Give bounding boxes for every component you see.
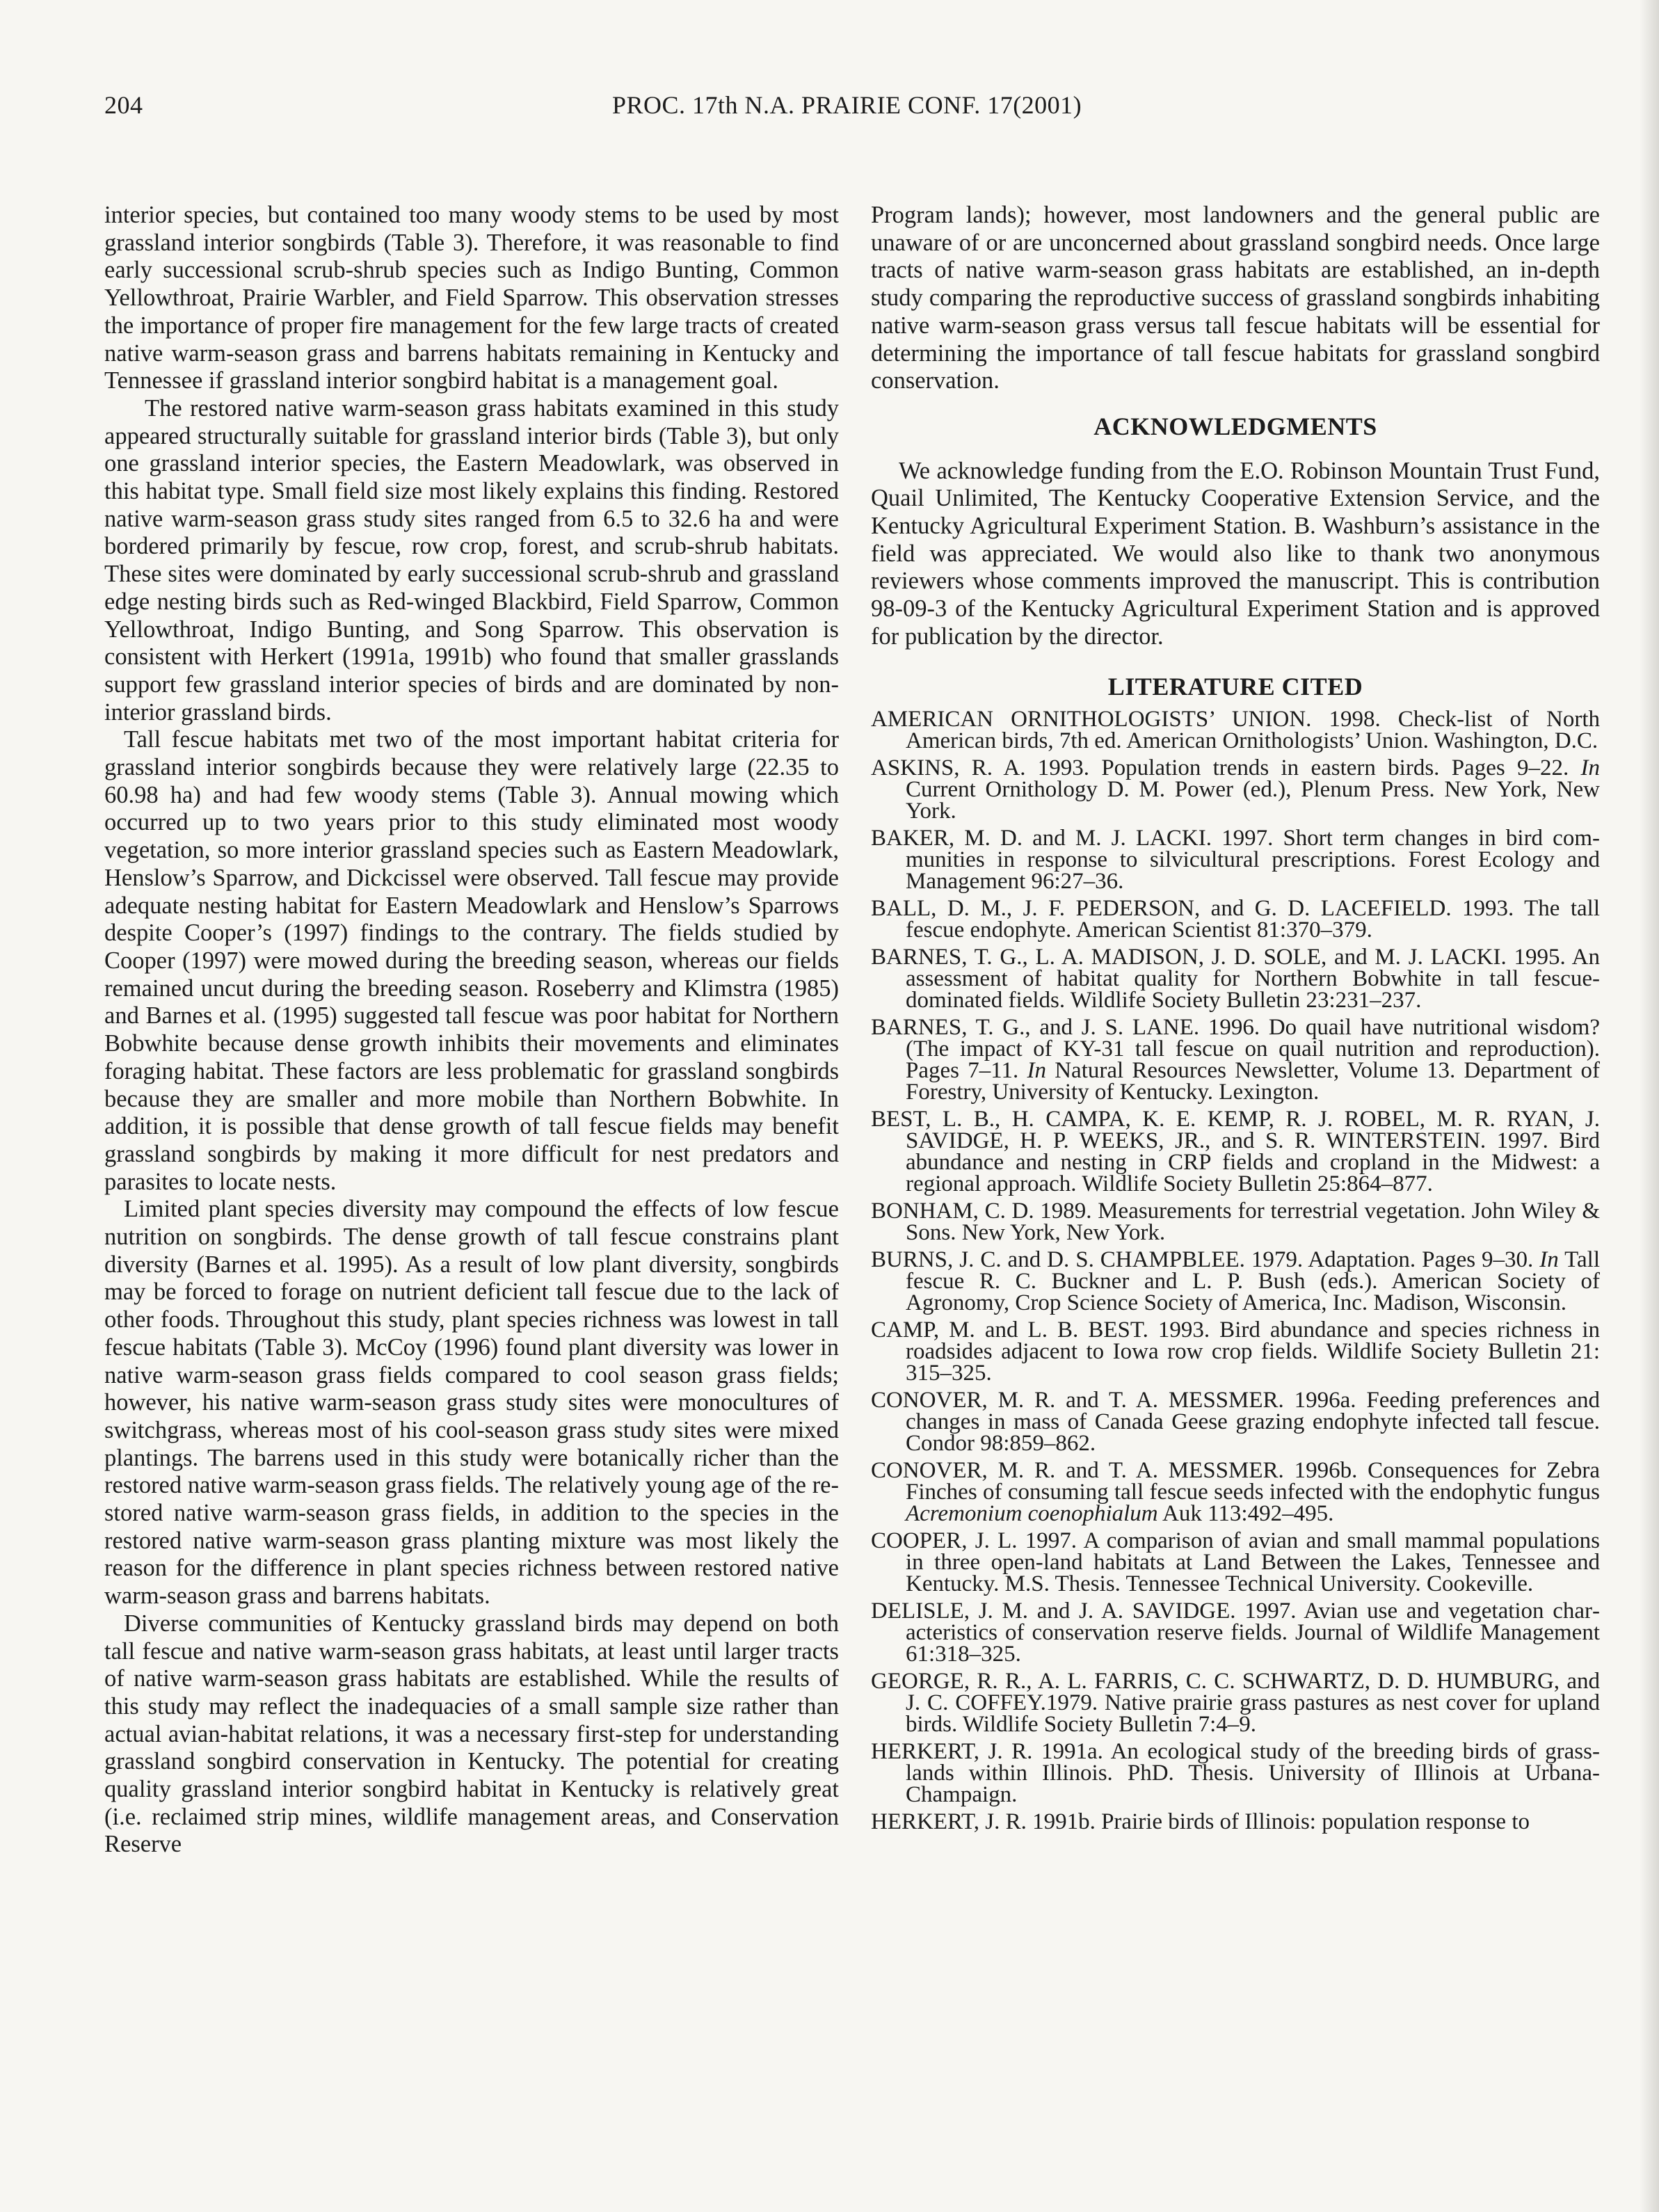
reference-entry: BAKER, M. D. and M. J. LACKI. 1997. Short term changes in bird communities in response to silvicultural prescriptions. Forest Ecology and Management 96:27–36. <box>871 826 1600 895</box>
reference-text: CONOVER, M. R. and T. A. MESSMER. 1996b. Consequences for Zebra Finches of consuming tall fescue seeds infected with the endophytic fungus <box>871 1457 1600 1505</box>
reference-entry: HERKERT, J. R. 1991a. An ecological study of the breeding birds of grasslands within Illinois. PhD. Thesis. University of Illinois at Urbana-Champaign. <box>871 1738 1600 1807</box>
reference-entry: GEORGE, R. R., A. L. FARRIS, C. C. SCHWARTZ, D. D. HUMBURG, and J. C. COFFEY.1979. Native prairie grass pastures as nest cover for upland birds. Wildlife Society Bulletin 7:4–9. <box>871 1668 1600 1737</box>
reference-text: Tall fescue R. C. Buckner and L. P. Bush (eds.). American Society of Agronomy, Crop Science Society of America, Inc. Madison, Wisconsin. <box>906 1247 1600 1316</box>
acknowledgments-text: We acknowledge funding from the E.O. Robinson Mountain Trust Fund, Quail Unlimited, The Kentucky Cooperative Extension Service, and the Kentucky Agricultural Experiment Station. B. Washburn’s assistance in the field was appreciated. We would also like to thank two anonymous reviewers whose comments improved the manuscript. This is contribution 98-09-3 of the Kentucky Agricultural Experiment Station and is approved for publication by the director. <box>871 457 1600 650</box>
reference-text: ASKINS, R. A. 1993. Population trends in eastern birds. Pages 9–22. <box>871 755 1581 781</box>
reference-entry: BEST, L. B., H. CAMPA, K. E. KEMP, R. J. ROBEL, M. R. RYAN, J. SAVIDGE, H. P. WEEKS, JR., and S. R. WINTERSTEIN. 1997. Bird abundance and nesting in CRP fields and cropland in the Midwest: a regional approach. Wildlife Society Bulletin 25:864–877. <box>871 1106 1600 1197</box>
reference-entry <box>871 755 1600 824</box>
body-paragraph: The restored native warm-season grass habitats examined in this study appeared structurally suitable for grassland interior birds (Table 3), but only one grassland interior species, the Eastern Meadowlark, was observed in this habitat type. Small field size most likely explains this finding. Restored native warm-season grass study sites ranged from 6.5 to 32.6 ha and were bordered primarily by fescue, row crop, forest, and scrub-shrub habitats. These sites were dominated by early successional scrub-shrub and grassland edge nesting birds such as Red-winged Blackbird, Field Sparrow, Common Yellowthroat, Indigo Bunting, and Song Sparrow. This observation is consistent with Herkert (1991a, 1991b) who found that smaller grasslands support few grassland interior species of birds and are dominated by non-interior grassland birds. <box>104 394 839 726</box>
body-paragraph: Program lands); however, most landowners and the general public are unaware of or are unconcerned about grassland songbird needs. Once large tracts of native warm-season grass habitats are established, an in-depth study comparing the reproductive success of grassland songbirds inhabiting native warm-season grass versus tall fescue habitats will be essential for determining the importance of tall fescue habitats for grassland songbird conservation. <box>871 202 1600 394</box>
literature-cited-heading: LITERATURE CITED <box>1107 672 1363 700</box>
reference-italic: In <box>1027 1058 1046 1084</box>
body-paragraph: Limited plant species diversity may compound the effects of low fescue nutrition on songbirds. The dense growth of tall fescue constrains plant diversity (Barnes et al. 1995). As a result of low plant diversity, songbirds may be forced to forage on nutrient deficient tall fescue due to the lack of other foods. Throughout this study, plant species richness was lowest in tall fescue habitats (Table 3). McCoy (1996) found plant diversity was lower in native warm-season grass fields compared to cool season grass fields; however, his native warm-season grass study sites were monocultures of switchgrass, whereas most of his cool-season grass study sites were mixed plantings. The barrens used in this study were botanically richer than the restored native warm-season grass fields. The relatively young age of the restored native warm-season grass fields, in addition to the species in the restored native warm-season grass planting mixture was most likely the reason for the difference in plant species richness between restored native warm-season grass and barrens habitats. <box>104 1196 839 1610</box>
reference-italic: In <box>1580 755 1600 781</box>
reference-entry: BONHAM, C. D. 1989. Measurements for terrestrial vegetation. John Wiley & Sons. New York, New York. <box>871 1199 1600 1246</box>
reference-italic: In <box>1539 1247 1559 1272</box>
acknowledgments-heading: ACKNOWLEDGMENTS <box>1093 412 1377 440</box>
reference-entry: COOPER, J. L. 1997. A comparison of avian and small mammal populations in three open-land habitats at Land Between the Lakes, Tennessee and Kentucky. M.S. Thesis. Tennessee Technical University. Cookeville. <box>871 1528 1600 1596</box>
reference-text: BARNES, T. G., and J. S. LANE. 1996. Do quail have nutritional wisdom? (The impact of KY-31 tall fescue on quail nutrition and reproduction). Pages 7–11. <box>871 1014 1600 1084</box>
body-paragraph: Tall fescue habitats met two of the most important habitat criteria for grassland interior songbirds because they were relatively large (22.35 to 60.98 ha) and had few woody stems (Table 3). Annual mowing which occurred up to two years prior to this study eliminated most woody vegetation, so more interior grassland species such as Eastern Meadowlark, Henslow’s Sparrow, and Dickcissel were observed. Tall fescue may provide adequate nesting habitat for Eastern Meadowlark and Henslow’s Sparrows despite Cooper’s (1997) findings to the contrary. The fields studied by Cooper (1997) were mowed during the breeding season, whereas our fields remained uncut during the breeding season. Roseberry and Klimstra (1985) and Barnes et al. (1995) suggested tall fescue was poor habitat for Northern Bobwhite because dense growth inhibits their movements and eliminates foraging habitat. These factors are less problematic for grassland songbirds because they are smaller and more mobile than Northern Bobwhite. In addition, it is possible that dense growth of tall fescue fields may benefit grassland songbirds by making it more difficult for nest predators and parasites to locate nests. <box>104 726 839 1195</box>
reference-entry: DELISLE, J. M. and J. A. SAVIDGE. 1997. Avian use and vegetation characteristics of conservation reserve fields. Journal of Wildlife Management 61:318–325. <box>871 1598 1600 1667</box>
reference-entry <box>871 1014 1601 1105</box>
reference-entry: BARNES, T. G., L. A. MADISON, J. D. SOLE, and M. J. LACKI. 1995. An assessment of habitat quality for Northern Bobwhite in tall fescue-dominated fields. Wildlife Society Bulletin 23:231–237. <box>871 944 1600 1013</box>
left-column <box>104 202 839 1859</box>
reference-italic: Acremonium coenophialum <box>906 1501 1158 1526</box>
scan-edge-shadow <box>1640 0 1659 2212</box>
reference-entry: AMERICAN ORNITHOLOGISTS’ UNION. 1998. Check-list of North American birds, 7th ed. American Ornithologists’ Union. Washington, D.C. <box>871 707 1600 754</box>
reference-entry <box>871 1249 1600 1314</box>
reference-text: Current Ornithology D. M. Power (ed.), Plenum Press. New York, New York. <box>906 777 1600 824</box>
reference-list <box>871 709 1600 1833</box>
reference-entry: BALL, D. M., J. F. PEDERSON, and G. D. LACEFIELD. 1993. The tall fescue endophyte. American Scientist 81:370–379. <box>871 896 1600 943</box>
reference-text: Natural Resources Newsletter, Volume 13. Department of Forestry, University of Kentucky. Lexington. <box>906 1058 1601 1105</box>
page-number: 204 <box>104 91 143 119</box>
running-head: PROC. 17th N.A. PRAIRIE CONF. 17(2001) <box>612 91 1082 119</box>
reference-entry: CONOVER, M. R. and T. A. MESSMER. 1996a. Feeding preferences and changes in mass of Canada Geese grazing endophyte infected tall fescue. Condor 98:859–862. <box>871 1387 1600 1457</box>
body-paragraph: Diverse communities of Kentucky grassland birds may depend on both tall fescue and native warm-season grass habitats, at least until larger tracts of native warm-season grass habitats are established. While the results of this study may reflect the inadequacies of a small sample size rather than actual avian-habitat relations, it was a necessary first-step for understanding grassland songbird conservation in Kentucky. The potential for creating quality grassland interior songbird habitat in Kentucky is relatively great (i.e. reclaimed strip mines, wildlife management areas, and Conservation Reserve <box>104 1610 839 1858</box>
right-column <box>871 202 1600 1838</box>
reference-text: Auk 113:492–495. <box>1157 1501 1334 1526</box>
reference-entry: CAMP, M. and L. B. BEST. 1993. Bird abundance and species richness in roadsides adjacent to Iowa row crop fields. Wildlife Society Bulletin 21: 315–325. <box>871 1317 1600 1386</box>
body-paragraph: interior species, but contained too many woody stems to be used by most grassland interior songbirds (Table 3). Therefore, it was reasonable to find early successional scrub-shrub species such as Indigo Bunting, Common Yellowthroat, Prairie Warbler, and Field Sparrow. This observation stresses the importance of proper fire management for the few large tracts of created native warm-season grass and barrens habitats remaining in Kentucky and Tennessee if grassland interior songbird habitat is a management goal. <box>104 202 839 394</box>
reference-entry: HERKERT, J. R. 1991b. Prairie birds of Illinois: population response to <box>871 1809 1530 1834</box>
reference-text: BURNS, J. C. and D. S. CHAMPBLEE. 1979. Adaptation. Pages 9–30. <box>871 1247 1540 1272</box>
reference-entry <box>871 1457 1600 1526</box>
